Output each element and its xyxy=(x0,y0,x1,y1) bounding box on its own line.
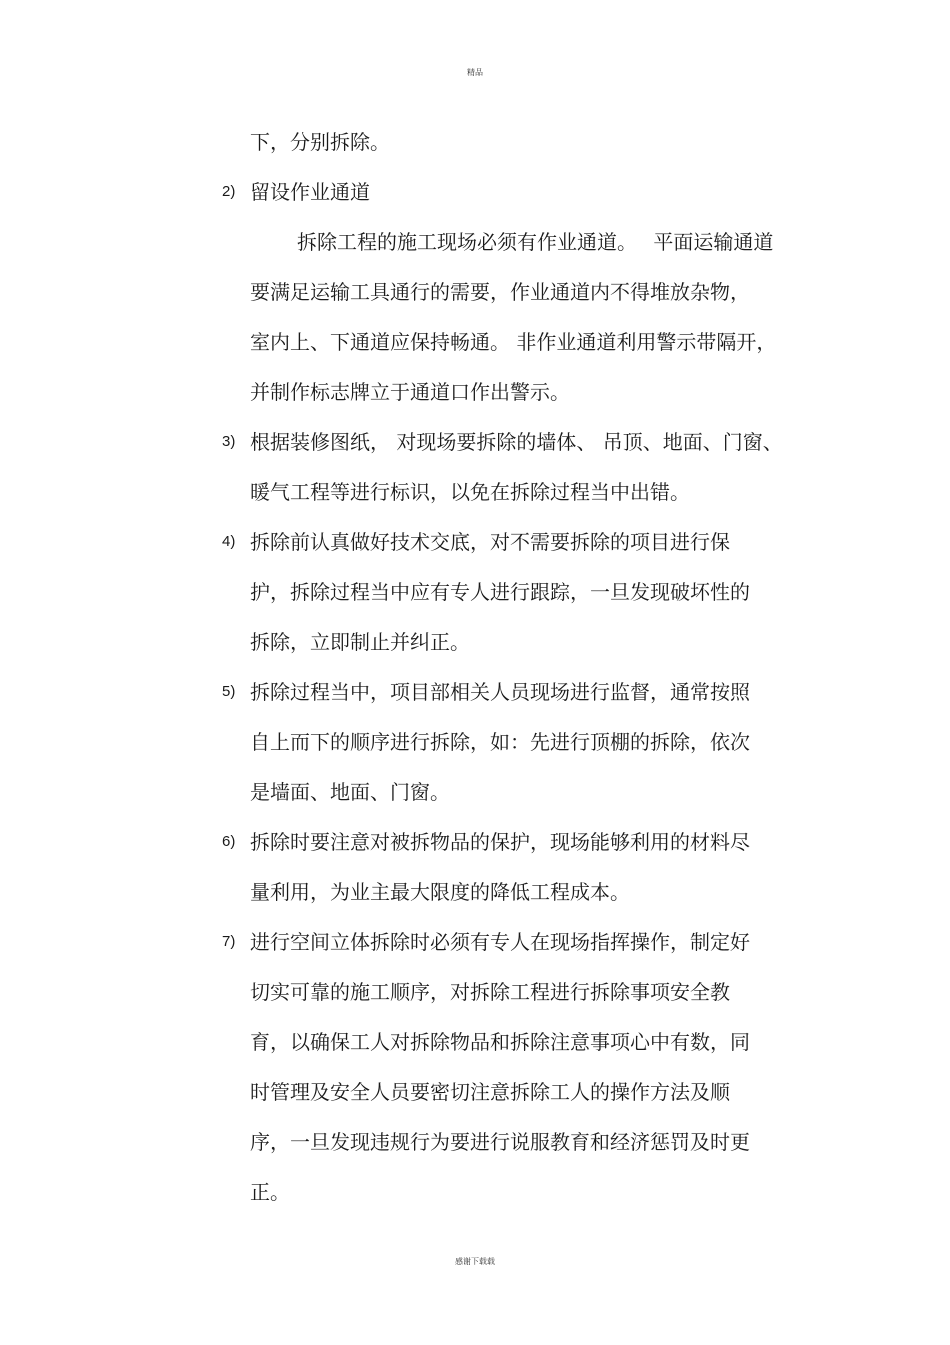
item-number: 2) xyxy=(222,183,236,200)
item-number: 4) xyxy=(222,533,236,550)
item-line: 自上而下的顺序进行拆除，如：先进行顶棚的拆除，依次 xyxy=(250,730,750,754)
item-number: 3) xyxy=(222,433,236,450)
item-line: 暖气工程等进行标识，以免在拆除过程当中出错。 xyxy=(250,480,690,504)
item-line: 护，拆除过程当中应有专人进行跟踪，一旦发现破坏性的 xyxy=(250,580,750,604)
item-line: 拆除过程当中，项目部相关人员现场进行监督，通常按照 xyxy=(250,680,750,704)
item-number: 7) xyxy=(222,933,236,950)
item-line: 育，以确保工人对拆除物品和拆除注意事项心中有数，同 xyxy=(250,1030,750,1054)
paragraph-line: 并制作标志牌立于通道口作出警示。 xyxy=(250,380,570,404)
paragraph-line: 要满足运输工具通行的需要，作业通道内不得堆放杂物， xyxy=(250,280,750,304)
page-footer: 感谢下载载 xyxy=(455,1257,495,1266)
item-line: 切实可靠的施工顺序，对拆除工程进行拆除事项安全教 xyxy=(250,980,730,1004)
paragraph-line: 室内上、下通道应保持畅通。 非作业通道利用警示带隔开， xyxy=(250,330,777,354)
item-number: 6) xyxy=(222,833,236,850)
item-line: 留设作业通道 xyxy=(250,180,370,204)
item-line: 拆除时要注意对被拆物品的保护，现场能够利用的材料尽 xyxy=(250,830,750,854)
item-line: 正。 xyxy=(250,1180,290,1204)
item-line: 拆除，立即制止并纠正。 xyxy=(250,630,470,654)
item-line: 根据装修图纸， 对现场要拆除的墙体、 吊顶、地面、门窗、 xyxy=(250,430,783,454)
item-line: 是墙面、地面、门窗。 xyxy=(250,780,450,804)
item-line: 量利用，为业主最大限度的降低工程成本。 xyxy=(250,880,630,904)
item-number: 5) xyxy=(222,683,236,700)
paragraph-line: 拆除工程的施工现场必须有作业通道。 平面运输通道 xyxy=(297,230,774,254)
item-line: 时管理及安全人员要密切注意拆除工人的操作方法及顺 xyxy=(250,1080,730,1104)
page-header: 精品 xyxy=(467,68,483,77)
item-line: 进行空间立体拆除时必须有专人在现场指挥操作，制定好 xyxy=(250,930,750,954)
item-line: 拆除前认真做好技术交底，对不需要拆除的项目进行保 xyxy=(250,530,730,554)
item-line: 序，一旦发现违规行为要进行说服教育和经济惩罚及时更 xyxy=(250,1130,750,1154)
intro-line: 下，分别拆除。 xyxy=(250,130,390,154)
